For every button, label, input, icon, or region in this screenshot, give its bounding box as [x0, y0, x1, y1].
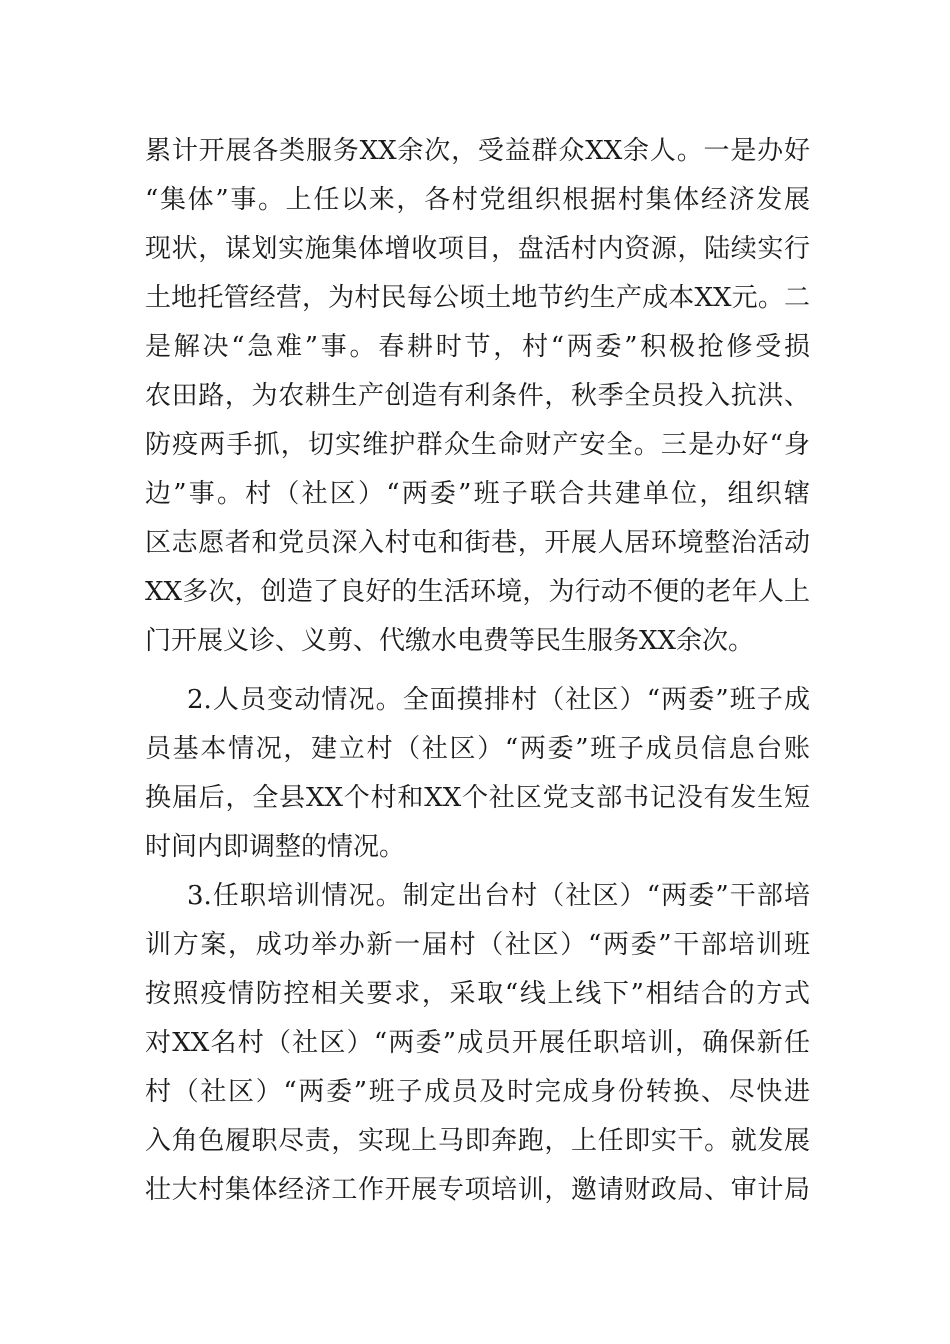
text-line: XX多次，创造了良好的生活环境，为行动不便的老年人上: [145, 577, 810, 607]
text-line: “集体”事。上任以来，各村党组织根据村集体经济发展: [145, 185, 810, 215]
text-line: 按照疫情防控相关要求，采取“线上线下”相结合的方式: [145, 979, 810, 1009]
text-line: 防疫两手抓，切实维护群众生命财产安全。三是办好“身: [145, 430, 810, 460]
text-line: 换届后，全县XX个村和XX个社区党支部书记没有发生短: [145, 783, 810, 813]
text-line: 2.人员变动情况。全面摸排村（社区）“两委”班子成: [187, 685, 810, 715]
text-line: 入角色履职尽责，实现上马即奔跑，上任即实干。就发展: [145, 1126, 810, 1156]
paragraph-1: [145, 127, 810, 666]
text-line: 员基本情况，建立村（社区）“两委”班子成员信息台账: [145, 734, 810, 764]
text-line: 边”事。村（社区）“两委”班子联合共建单位，组织辖: [145, 479, 810, 509]
text-line: 现状，谋划实施集体增收项目，盘活村内资源，陆续实行: [145, 234, 810, 264]
text-line: 村（社区）“两委”班子成员及时完成身份转换、尽快进: [145, 1077, 810, 1107]
text-line: 壮大村集体经济工作开展专项培训，邀请财政局、审计局: [145, 1175, 810, 1205]
text-line: 区志愿者和党员深入村屯和街巷，开展人居环境整治活动: [145, 528, 810, 558]
text-line: 累计开展各类服务XX余次，受益群众XX余人。一是办好: [145, 136, 810, 166]
paragraph-3: [145, 872, 810, 1215]
paragraph-2: [145, 676, 810, 872]
text-line: 土地托管经营，为村民每公顷土地节约生产成本XX元。二: [145, 283, 810, 313]
text-line: 训方案，成功举办新一届村（社区）“两委”干部培训班: [145, 930, 810, 960]
text-line: 农田路，为农耕生产创造有利条件，秋季全员投入抗洪、: [145, 381, 810, 411]
text-line: 时间内即调整的情况。: [145, 832, 406, 862]
text-line: 对XX名村（社区）“两委”成员开展任职培训，确保新任: [145, 1028, 810, 1058]
text-line: 是解决“急难”事。春耕时节，村“两委”积极抢修受损: [145, 332, 810, 362]
text-line: 门开展义诊、义剪、代缴水电费等民生服务XX余次。: [145, 626, 755, 656]
text-line: 3.任职培训情况。制定出台村（社区）“两委”干部培: [187, 881, 810, 911]
